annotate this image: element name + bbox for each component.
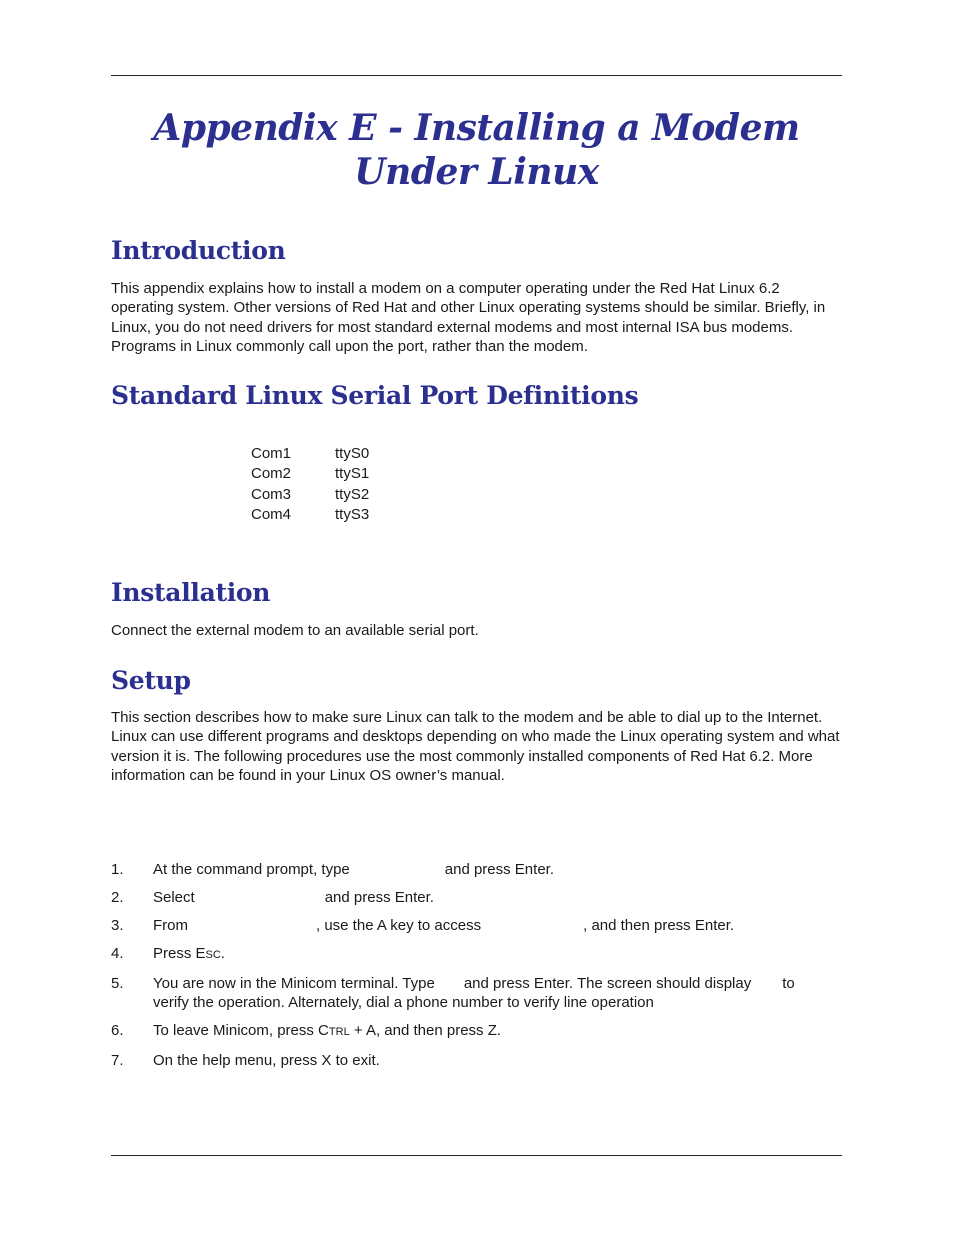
step-text: To leave Minicom, press C: [153, 1022, 329, 1039]
setup-text: This section describes how to make sure Linux can talk to the modem and be able to dial up to the Internet. Linux can use different programs and desktops depending on who made the Linux operating system and what version it is. The following procedures use the most commonly installed components of Red Hat 6.2. More information can be found in your Linux OS owner’s manual.: [111, 709, 840, 784]
list-item: [111, 860, 846, 879]
step-text: to: [782, 975, 795, 992]
setup-steps-list: [111, 860, 846, 1079]
introduction-text: This appendix explains how to install a modem on a computer operating under the Red Hat Linux 6.2 operating system. Other versions of Red Hat and other Linux operating systems should be similar. Briefly, in Linux, you do not need drivers for most standard external modems and most internal ISA bus modems. Programs in Linux commonly call upon the port, rather than the modem.: [111, 280, 826, 355]
serial-port-row: [251, 464, 369, 484]
list-item: [111, 1051, 846, 1070]
com-port: Com2: [251, 465, 292, 483]
tty-device: ttyS0: [335, 445, 370, 462]
com-port: Com4: [251, 505, 292, 523]
list-item: [111, 916, 846, 935]
bottom-rule: [111, 1155, 842, 1156]
step-number: 3.: [111, 917, 124, 934]
introduction-heading: Introduction: [111, 236, 286, 265]
step-text: , and then press Enter.: [583, 917, 735, 934]
step-text: and press Enter.: [324, 889, 434, 906]
step-text: Select: [153, 889, 195, 906]
com-port: Com1: [251, 445, 292, 462]
key-name-smallcaps: SC: [205, 949, 221, 961]
list-item: [111, 888, 846, 907]
step-text: At the command prompt, type: [153, 861, 350, 878]
step-text: You are now in the Minicom terminal. Type: [153, 975, 435, 992]
tty-device: ttyS1: [335, 465, 370, 483]
step-text: verify the operation. Alternately, dial a phone number to verify line operation: [153, 994, 654, 1011]
com-port: Com3: [251, 485, 292, 503]
step-number: 1.: [111, 861, 124, 878]
step-number: 6.: [111, 1022, 124, 1039]
serial-ports-heading: Standard Linux Serial Port Definitions: [111, 381, 639, 410]
setup-heading: Setup: [111, 666, 191, 695]
top-rule: [111, 75, 842, 76]
step-number: 2.: [111, 889, 124, 906]
serial-port-row: [251, 444, 369, 464]
page-title: Appendix E - Installing a Modem Under Linux: [153, 107, 800, 193]
step-text: and press Enter.: [444, 861, 554, 878]
step-text: From: [153, 917, 188, 934]
step-text: On the help menu, press X to exit.: [153, 1052, 380, 1069]
step-number: 5.: [111, 975, 124, 992]
list-item: [111, 944, 846, 965]
list-item: [111, 1021, 846, 1042]
list-item: [111, 974, 846, 1012]
step-number: 7.: [111, 1052, 124, 1069]
step-text: .: [220, 945, 225, 962]
tty-device: ttyS2: [335, 485, 370, 503]
step-text: , use the A key to access: [316, 917, 482, 934]
step-text: Press E: [153, 945, 206, 962]
serial-port-table: [251, 444, 369, 525]
installation-heading: Installation: [111, 578, 271, 607]
serial-port-row: [251, 485, 369, 505]
serial-port-row: [251, 505, 369, 525]
tty-device: ttyS3: [335, 505, 370, 523]
key-name-smallcaps: TRL: [328, 1026, 350, 1038]
installation-text: Connect the external modem to an available serial port.: [111, 622, 479, 639]
step-text: and press Enter. The screen should display: [463, 975, 752, 992]
step-number: 4.: [111, 945, 124, 962]
step-text: + A, and then press Z.: [353, 1022, 502, 1039]
